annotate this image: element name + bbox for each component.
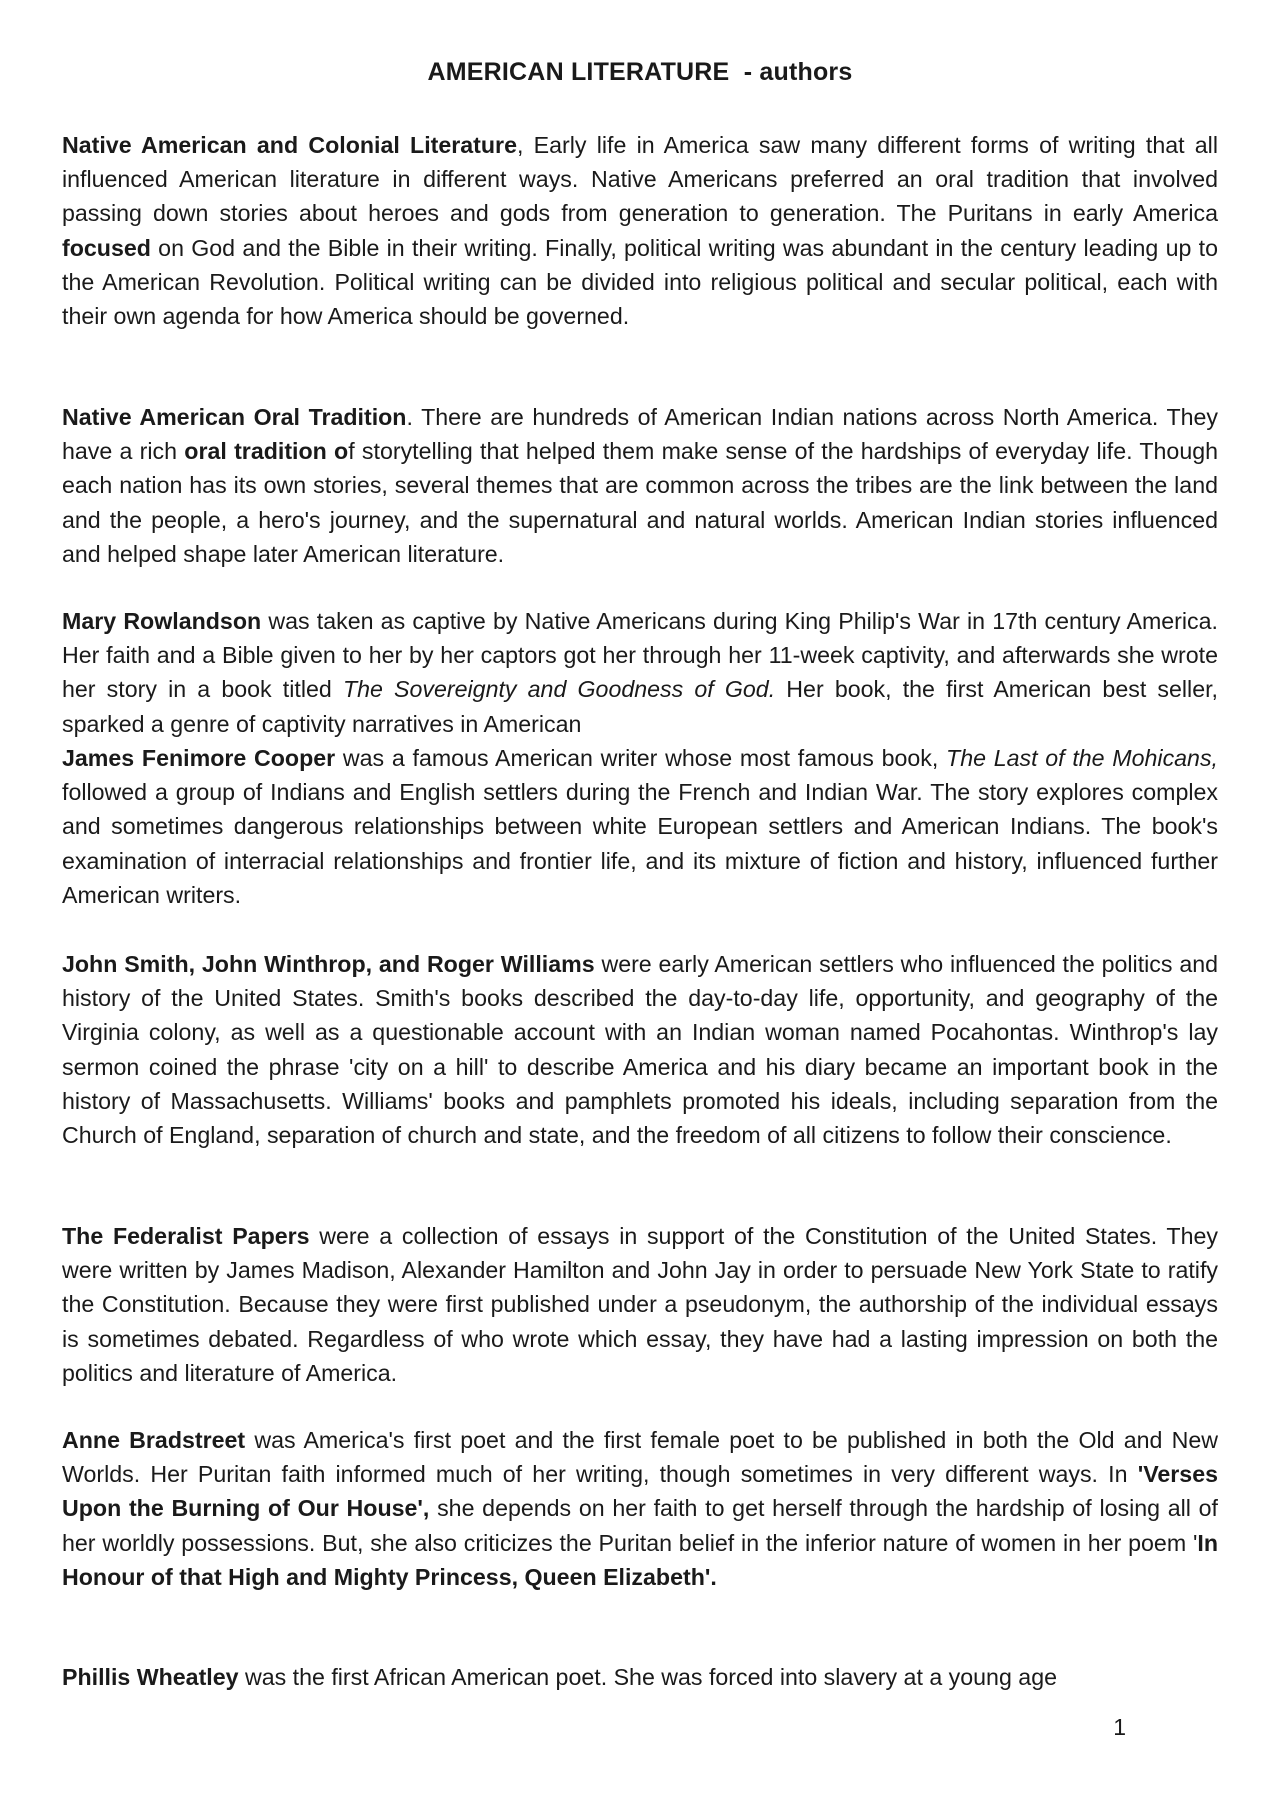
paragraph-mary-rowlandson: Mary Rowlandson was taken as captive by Native Americans during King Philip's War in 17th century America. Her faith and a Bible given to her by her captors got her through her 11-week captivity, and afterwards she wrote her story in a book titled The Sovereignty and Goodness of God. Her book, the first American best seller, sparked a genre of captivity narratives in American	[62, 608, 1218, 737]
paragraph-heading: Mary Rowlandson	[62, 608, 262, 634]
paragraph-heading: John Smith, John Winthrop, and Roger Williams	[62, 951, 595, 977]
paragraph-heading: Anne Bradstreet	[62, 1427, 246, 1453]
paragraph-oral-tradition: Native American Oral Tradition. There are hundreds of American Indian nations across North America. They have a rich oral tradition of storytelling that helped them make sense of the hardships of everyday life. Though each nation has its own stories, several themes that are common across the tribes are the link between the land and the people, a hero's journey, and the supernatural and natural worlds. American Indian stories influenced and helped shape later American literature.	[62, 404, 1219, 567]
page-title: AMERICAN LITERATURE - authors	[427, 58, 853, 86]
paragraph-federalist-papers: The Federalist Papers were a collection of essays in support of the Constitution of the United States. They were written by James Madison, Alexander Hamilton and John Jay in order to persuade New York State to ratify the Constitution. Because they were first published under a pseudonym, the authorship of the individual essays is sometimes debated. Regardless of who wrote which essay, they have had a lasting impression on both the politics and literature of America.	[62, 1223, 1218, 1386]
page-number: 1	[1113, 1714, 1126, 1740]
paragraph-james-fenimore-cooper: James Fenimore Cooper was a famous American writer whose most famous book, The Last of the Mohicans, followed a group of Indians and English settlers during the French and Indian War. The story explores complex and sometimes dangerous relationships between white European settlers and American Indians. The book's examination of interracial relationships and frontier life, and its mixture of fiction and history, influenced further American writers.	[62, 745, 1218, 908]
paragraph-colonial-literature: Native American and Colonial Literature, Early life in America saw many different forms of writing that all influenced American literature in different ways. Native Americans preferred an oral tradition that involved passing down stories about heroes and gods from generation to generation. The Puritans in early America focused on God and the Bible in their writing. Finally, political writing was abundant in the century leading up to the American Revolution. Political writing can be divided into religious political and secular political, each with their own agenda for how America should be governed.	[62, 132, 1218, 330]
paragraph-heading: James Fenimore Cooper	[62, 745, 336, 771]
paragraph-anne-bradstreet: Anne Bradstreet was America's first poet and the first female poet to be published in both the Old and New Worlds. Her Puritan faith informed much of her writing, though sometimes in very different ways. In 'Verses Upon the Burning of Our House', she depends on her faith to get herself through the hardship of losing all of her worldly possessions. But, she also criticizes the Puritan belief in the inferior nature of women in her poem 'In Honour of that High and Mighty Princess, Queen Elizabeth'.	[62, 1427, 1218, 1590]
paragraph-phillis-wheatley: Phillis Wheatley was the first African American poet. She was forced into slavery at a young age	[62, 1664, 1057, 1690]
paragraph-smith-winthrop-williams: John Smith, John Winthrop, and Roger Williams were early American settlers who influenced the politics and history of the United States. Smith's books described the day-to-day life, opportunity, and geography of the Virginia colony, as well as a questionable account with an Indian woman named Pocahontas. Winthrop's lay sermon coined the phrase 'city on a hill' to describe America and his diary became an important book in the history of Massachusetts. Williams' books and pamphlets promoted his ideals, including separation from the Church of England, separation of church and state, and the freedom of all citizens to follow their conscience.	[62, 951, 1219, 1149]
paragraph-heading: The Federalist Papers	[62, 1223, 310, 1249]
paragraph-heading: Phillis Wheatley	[62, 1664, 239, 1690]
paragraph-heading: Native American and Colonial Literature	[62, 132, 517, 158]
paragraph-heading: Native American Oral Tradition	[62, 404, 407, 430]
